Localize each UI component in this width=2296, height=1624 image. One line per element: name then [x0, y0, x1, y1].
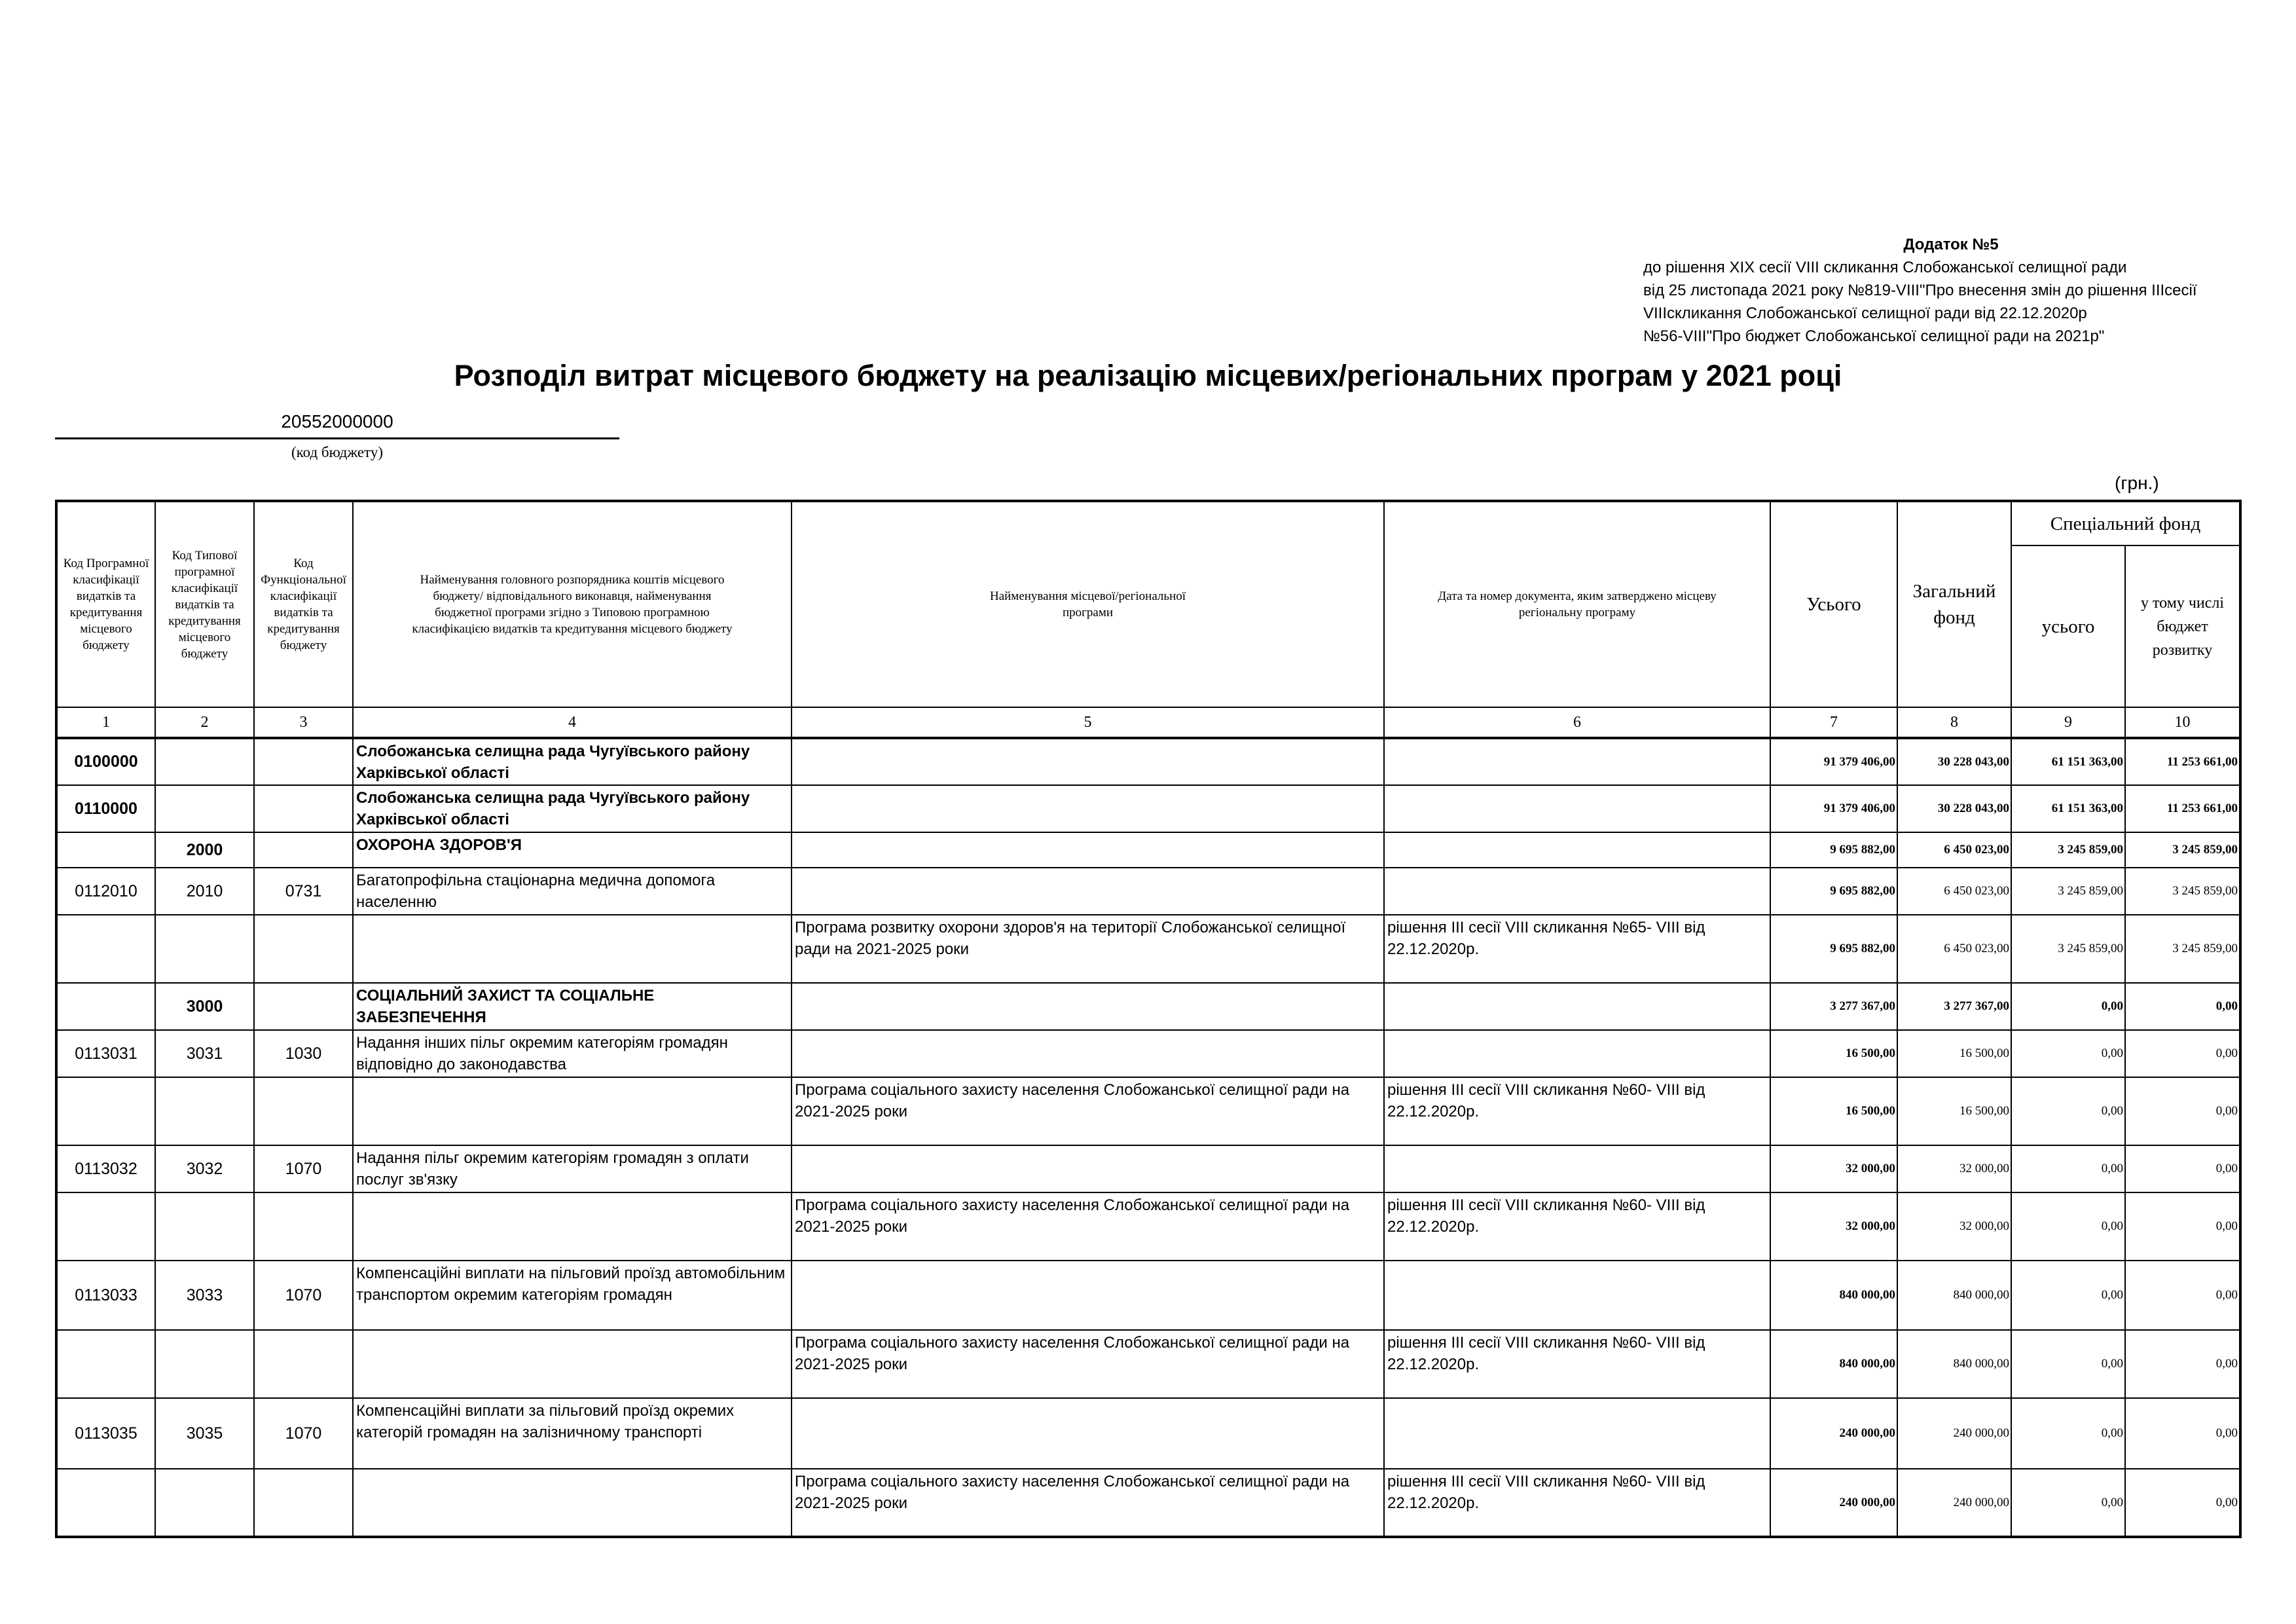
program-code-cell: 0113033: [56, 1261, 155, 1330]
column-number: 4: [353, 707, 792, 738]
typical-code-cell: 3032: [155, 1145, 254, 1192]
manager-name-cell: Компенсаційні виплати за пільговий проїзд окремих категорій громадян на залізничному транспорті: [353, 1398, 792, 1469]
total-cell: 840 000,00: [1770, 1261, 1897, 1330]
general-fund-cell: 30 228 043,00: [1897, 785, 2011, 832]
program-code-cell: 0113035: [56, 1398, 155, 1469]
document-cell: рішення III сесії VIII скликання №60- VIII від 22.12.2020р.: [1384, 1077, 1770, 1145]
column-number: 5: [792, 707, 1384, 738]
general-fund-cell: 32 000,00: [1897, 1192, 2011, 1261]
program-name-cell: Програма розвитку охорони здоров'я на території Слобожанської селищної ради на 2021-2025 роки: [792, 915, 1384, 983]
development-budget-cell: 3 245 859,00: [2125, 915, 2240, 983]
special-fund-cell: 3 245 859,00: [2011, 915, 2125, 983]
budget-code-caption: (код бюджету): [291, 444, 384, 460]
program-code-cell: [56, 1330, 155, 1398]
general-fund-cell: 240 000,00: [1897, 1469, 2011, 1537]
header-program-name: Найменування місцевої/регіональної програми: [792, 501, 1384, 707]
document-cell: рішення III сесії VIII скликання №60- VIII від 22.12.2020р.: [1384, 1330, 1770, 1398]
column-number: 6: [1384, 707, 1770, 738]
program-code-cell: 0112010: [56, 868, 155, 915]
header-document: Дата та номер документа, яким затверджено місцеву регіональну програму: [1384, 501, 1770, 707]
manager-name-cell: ОХОРОНА ЗДОРОВ'Я: [353, 832, 792, 868]
special-fund-cell: 0,00: [2011, 1192, 2125, 1261]
annex-line: до рішення XIX сесії VIII скликання Слобожанської селищної ради: [1643, 259, 2127, 276]
table-row: [56, 1469, 2240, 1537]
development-budget-cell: 0,00: [2125, 1261, 2240, 1330]
program-name-cell: [792, 1261, 1384, 1330]
program-name-cell: [792, 832, 1384, 868]
functional-code-cell: [254, 1192, 353, 1261]
functional-code-cell: [254, 915, 353, 983]
total-cell: 9 695 882,00: [1770, 832, 1897, 868]
column-number: 1: [56, 707, 155, 738]
column-numbers-row: [56, 707, 2240, 738]
document-cell: [1384, 1030, 1770, 1077]
total-cell: 91 379 406,00: [1770, 785, 1897, 832]
budget-code-underline: [55, 437, 619, 439]
functional-code-cell: [254, 1330, 353, 1398]
typical-code-cell: 2000: [155, 832, 254, 868]
total-cell: 840 000,00: [1770, 1330, 1897, 1398]
manager-name-cell: [353, 915, 792, 983]
document-cell: [1384, 785, 1770, 832]
special-fund-cell: 3 245 859,00: [2011, 832, 2125, 868]
table-row: [56, 1330, 2240, 1398]
table-row: [56, 832, 2240, 868]
special-fund-cell: 0,00: [2011, 1469, 2125, 1537]
typical-code-cell: [155, 1192, 254, 1261]
total-cell: 9 695 882,00: [1770, 868, 1897, 915]
program-name-cell: Програма соціального захисту населення Слобожанської селищної ради на 2021-2025 роки: [792, 1469, 1384, 1537]
development-budget-cell: 11 253 661,00: [2125, 738, 2240, 785]
typical-code-cell: 3000: [155, 983, 254, 1030]
total-cell: 240 000,00: [1770, 1469, 1897, 1537]
functional-code-cell: [254, 738, 353, 785]
table-row: [56, 1077, 2240, 1145]
general-fund-cell: 16 500,00: [1897, 1077, 2011, 1145]
special-fund-cell: 0,00: [2011, 1030, 2125, 1077]
development-budget-cell: 0,00: [2125, 1469, 2240, 1537]
special-fund-cell: 3 245 859,00: [2011, 868, 2125, 915]
column-number: 3: [254, 707, 353, 738]
document-cell: [1384, 1398, 1770, 1469]
program-name-cell: [792, 785, 1384, 832]
program-name-cell: [792, 1030, 1384, 1077]
special-fund-cell: 0,00: [2011, 1145, 2125, 1192]
typical-code-cell: 3031: [155, 1030, 254, 1077]
table-row: [56, 738, 2240, 785]
functional-code-cell: 1070: [254, 1145, 353, 1192]
development-budget-cell: 0,00: [2125, 983, 2240, 1030]
manager-name-cell: Слобожанська селищна рада Чугуївського району Харківської області: [353, 785, 792, 832]
table-row: [56, 1398, 2240, 1469]
table-row: [56, 785, 2240, 832]
column-number: 2: [155, 707, 254, 738]
special-fund-cell: 0,00: [2011, 1330, 2125, 1398]
column-number: 7: [1770, 707, 1897, 738]
program-code-cell: 0113032: [56, 1145, 155, 1192]
table-row: [56, 1192, 2240, 1261]
manager-name-cell: Компенсаційні виплати на пільговий проїзд автомобільним транспортом окремим категоріям громадян: [353, 1261, 792, 1330]
table-row: [56, 1030, 2240, 1077]
header-functional-code: Код Функціональної класифікації видатків та кредитування бюджету: [254, 501, 353, 707]
header-program-code: Код Програмної класифікації видатків та кредитування місцевого бюджету: [56, 501, 155, 707]
manager-name-cell: Багатопрофільна стаціонарна медична допомога населенню: [353, 868, 792, 915]
development-budget-cell: 11 253 661,00: [2125, 785, 2240, 832]
development-budget-cell: 0,00: [2125, 1330, 2240, 1398]
manager-name-cell: [353, 1469, 792, 1537]
header-development-budget: у тому числі бюджет розвитку: [2125, 545, 2240, 707]
special-fund-cell: 61 151 363,00: [2011, 738, 2125, 785]
header-special-total: усього: [2011, 545, 2125, 707]
total-cell: 91 379 406,00: [1770, 738, 1897, 785]
functional-code-cell: [254, 785, 353, 832]
program-name-cell: Програма соціального захисту населення Слобожанської селищної ради на 2021-2025 роки: [792, 1192, 1384, 1261]
document-cell: [1384, 738, 1770, 785]
functional-code-cell: 1030: [254, 1030, 353, 1077]
total-cell: 32 000,00: [1770, 1192, 1897, 1261]
table-row: [56, 1261, 2240, 1330]
general-fund-cell: 6 450 023,00: [1897, 868, 2011, 915]
total-cell: 16 500,00: [1770, 1077, 1897, 1145]
manager-name-cell: СОЦІАЛЬНИЙ ЗАХИСТ ТА СОЦІАЛЬНЕ ЗАБЕЗПЕЧЕННЯ: [353, 983, 792, 1030]
document-cell: рішення III сесії VIII скликання №60- VIII від 22.12.2020р.: [1384, 1469, 1770, 1537]
document-cell: рішення III сесії VIII скликання №65- VIII від 22.12.2020р.: [1384, 915, 1770, 983]
typical-code-cell: [155, 785, 254, 832]
functional-code-cell: 1070: [254, 1398, 353, 1469]
total-cell: 16 500,00: [1770, 1030, 1897, 1077]
table-row: [56, 915, 2240, 983]
annex-block: [1643, 233, 2232, 348]
general-fund-cell: 3 277 367,00: [1897, 983, 2011, 1030]
currency-unit: (грн.): [2115, 473, 2159, 493]
program-name-cell: [792, 1398, 1384, 1469]
document-cell: [1384, 1261, 1770, 1330]
program-code-cell: [56, 1469, 155, 1537]
general-fund-cell: 840 000,00: [1897, 1330, 2011, 1398]
header-general-fund: Загальний фонд: [1897, 501, 2011, 707]
document-cell: [1384, 832, 1770, 868]
table-row: [56, 868, 2240, 915]
functional-code-cell: [254, 832, 353, 868]
general-fund-cell: 6 450 023,00: [1897, 832, 2011, 868]
functional-code-cell: [254, 1077, 353, 1145]
typical-code-cell: [155, 915, 254, 983]
general-fund-cell: 840 000,00: [1897, 1261, 2011, 1330]
typical-code-cell: [155, 738, 254, 785]
functional-code-cell: [254, 983, 353, 1030]
program-code-cell: 0100000: [56, 738, 155, 785]
manager-name-cell: Надання інших пільг окремим категоріям громадян відповідно до законодавства: [353, 1030, 792, 1077]
page-title: Розподіл витрат місцевого бюджету на реалізацію місцевих/регіональних програм у 2021 році: [454, 359, 1842, 392]
special-fund-cell: 0,00: [2011, 1261, 2125, 1330]
development-budget-cell: 0,00: [2125, 1192, 2240, 1261]
program-code-cell: [56, 1077, 155, 1145]
manager-name-cell: [353, 1077, 792, 1145]
development-budget-cell: 0,00: [2125, 1030, 2240, 1077]
typical-code-cell: [155, 1469, 254, 1537]
document-cell: [1384, 1145, 1770, 1192]
program-code-cell: [56, 983, 155, 1030]
column-number: 10: [2125, 707, 2240, 738]
functional-code-cell: 1070: [254, 1261, 353, 1330]
header-typical-code: Код Типової програмної класифікації видатків та кредитування місцевого бюджету: [155, 501, 254, 707]
document-cell: [1384, 983, 1770, 1030]
programs-table: [55, 500, 2242, 1538]
total-cell: 9 695 882,00: [1770, 915, 1897, 983]
general-fund-cell: 30 228 043,00: [1897, 738, 2011, 785]
development-budget-cell: 0,00: [2125, 1398, 2240, 1469]
development-budget-cell: 3 245 859,00: [2125, 868, 2240, 915]
general-fund-cell: 240 000,00: [1897, 1398, 2011, 1469]
development-budget-cell: 3 245 859,00: [2125, 832, 2240, 868]
table-row: [56, 1145, 2240, 1192]
manager-name-cell: Надання пільг окремим категоріям громадян з оплати послуг зв'язку: [353, 1145, 792, 1192]
typical-code-cell: [155, 1330, 254, 1398]
program-code-cell: 0113031: [56, 1030, 155, 1077]
manager-name-cell: [353, 1330, 792, 1398]
budget-code: 20552000000: [281, 411, 393, 432]
total-cell: 3 277 367,00: [1770, 983, 1897, 1030]
development-budget-cell: 0,00: [2125, 1145, 2240, 1192]
program-code-cell: [56, 915, 155, 983]
header-manager-name: Найменування головного розпорядника коштів місцевого бюджету/ відповідального виконавця, найменування бюджетної програми згідно з Типовою програмною класифікацією видатків та кредитування місцевого бюджету: [353, 501, 792, 707]
typical-code-cell: 3035: [155, 1398, 254, 1469]
special-fund-cell: 61 151 363,00: [2011, 785, 2125, 832]
special-fund-cell: 0,00: [2011, 1077, 2125, 1145]
general-fund-cell: 16 500,00: [1897, 1030, 2011, 1077]
program-code-cell: 0110000: [56, 785, 155, 832]
typical-code-cell: [155, 1077, 254, 1145]
document-cell: [1384, 868, 1770, 915]
program-name-cell: [792, 983, 1384, 1030]
header-total: Усього: [1770, 501, 1897, 707]
document-cell: рішення III сесії VIII скликання №60- VIII від 22.12.2020р.: [1384, 1192, 1770, 1261]
special-fund-cell: 0,00: [2011, 983, 2125, 1030]
annex-line: VIIIскликання Слобожанської селищної ради від 22.12.2020р: [1643, 304, 2087, 322]
functional-code-cell: [254, 1469, 353, 1537]
manager-name-cell: [353, 1192, 792, 1261]
column-number: 9: [2011, 707, 2125, 738]
program-code-cell: [56, 832, 155, 868]
column-number: 8: [1897, 707, 2011, 738]
total-cell: 240 000,00: [1770, 1398, 1897, 1469]
total-cell: 32 000,00: [1770, 1145, 1897, 1192]
general-fund-cell: 32 000,00: [1897, 1145, 2011, 1192]
typical-code-cell: 3033: [155, 1261, 254, 1330]
table-row: [56, 983, 2240, 1030]
functional-code-cell: 0731: [254, 868, 353, 915]
program-name-cell: [792, 1145, 1384, 1192]
program-name-cell: [792, 738, 1384, 785]
program-name-cell: Програма соціального захисту населення Слобожанської селищної ради на 2021-2025 роки: [792, 1330, 1384, 1398]
development-budget-cell: 0,00: [2125, 1077, 2240, 1145]
program-name-cell: Програма соціального захисту населення Слобожанської селищної ради на 2021-2025 роки: [792, 1077, 1384, 1145]
annex-title: Додаток №5: [1903, 236, 1999, 253]
annex-line: №56-VIII"Про бюджет Слобожанської селищної ради на 2021р": [1643, 327, 2105, 345]
general-fund-cell: 6 450 023,00: [1897, 915, 2011, 983]
annex-line: від 25 листопада 2021 року №819-VIII"Про внесення змін до рішення IIIсесії: [1643, 282, 2197, 299]
manager-name-cell: Слобожанська селищна рада Чугуївського району Харківської області: [353, 738, 792, 785]
typical-code-cell: 2010: [155, 868, 254, 915]
header-special-fund: Спеціальний фонд: [2011, 501, 2240, 545]
program-code-cell: [56, 1192, 155, 1261]
special-fund-cell: 0,00: [2011, 1398, 2125, 1469]
program-name-cell: [792, 868, 1384, 915]
